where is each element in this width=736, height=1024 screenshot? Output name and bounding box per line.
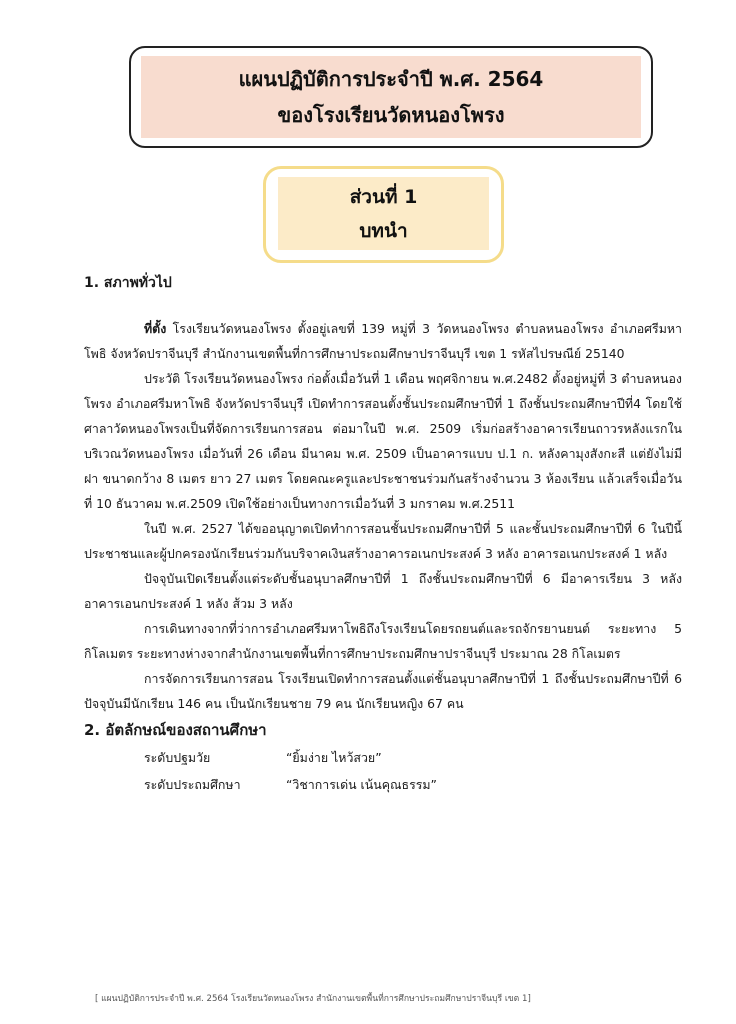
travel-text: การเดินทางจากที่ว่าการอำเภอศรีมหาโพธิถึงโรงเรียนโดยรถยนต์และรถจักรยานยนต์ ระยะทาง 5 กิโลเมตร ระยะทางห่างจากสำนักงานเขตพื้นที่การศึกษาประถมศึกษาปราจีนบุรี ประมาณ 28 กิโลเมตร xyxy=(84,621,682,661)
part-title: บทนำ xyxy=(359,219,408,242)
section-2-heading: 2. อัตลักษณ์ของสถานศึกษา xyxy=(84,721,267,739)
history-paragraph xyxy=(84,366,682,516)
current-text: ปัจจุบันเปิดเรียนตั้งแต่ระดับชั้นอนุบาลศึกษาปีที่ 1 ถึงชั้นประถมศึกษาปีที่ 6 มีอาคารเรียน 3 หลัง อาคารเอนกประสงค์ 1 หลัง ส้วม 3 หลัง xyxy=(84,571,682,611)
identity-value: “วิชาการเด่น เน้นคุณธรรม” xyxy=(286,777,437,792)
teaching-paragraph xyxy=(84,666,682,716)
identity-level-label: ระดับปฐมวัย xyxy=(144,750,211,765)
part-heading-fill xyxy=(278,177,489,250)
document-title-line-2: ของโรงเรียนวัดหนองโพรง xyxy=(277,103,505,127)
document-title-fill xyxy=(141,56,641,138)
document-body xyxy=(84,270,682,798)
identity-level-label: ระดับประถมศึกษา xyxy=(144,777,241,792)
document-title-line-1: แผนปฏิบัติการประจำปี พ.ศ. 2564 xyxy=(238,67,544,91)
part-number: ส่วนที่ 1 xyxy=(349,185,418,208)
current-paragraph xyxy=(84,566,682,616)
identity-row xyxy=(84,771,682,798)
section-1-heading: 1. สภาพทั่วไป xyxy=(84,275,172,291)
expansion-text: ในปี พ.ศ. 2527 ได้ขออนุญาตเปิดทำการสอนชั้นประถมศึกษาปีที่ 5 และชั้นประถมศึกษาปีที่ 6 ในปีนี้ประชาชนและผู้ปกครองนักเรียนร่วมกันบริจาคเงินสร้างอาคารอเนกประสงค์ 3 หลัง อาคารอเนกประสงค์ 1 หลัง xyxy=(84,521,682,561)
page-footer: [ แผนปฏิบัติการประจำปี พ.ศ. 2564 โรงเรียนวัดหนองโพรง สำนักงานเขตพื้นที่การศึกษาประถมศึกษาปราจีนบุรี เขต 1] xyxy=(95,994,531,1004)
location-paragraph xyxy=(84,316,682,366)
identity-row xyxy=(84,744,682,771)
travel-paragraph xyxy=(84,616,682,666)
expansion-paragraph xyxy=(84,516,682,566)
document-title-box xyxy=(129,46,653,148)
part-heading-box xyxy=(263,166,504,263)
location-text: โรงเรียนวัดหนองโพรง ตั้งอยู่เลขที่ 139 หมู่ที่ 3 วัดหนองโพรง ตำบลหนองโพรง อำเภอศรีมหาโพธิ จังหวัดปราจีนบุรี สำนักงานเขตพื้นที่การศึกษาประถมศึกษาปราจีนบุรี เขต 1 รหัสไปรษณีย์ 25140 xyxy=(84,321,682,361)
identity-value: “ยิ้มง่าย ไหว้สวย” xyxy=(286,750,382,765)
location-label: ที่ตั้ง xyxy=(144,321,167,336)
history-text: ประวัติ โรงเรียนวัดหนองโพรง ก่อตั้งเมื่อวันที่ 1 เดือน พฤศจิกายน พ.ศ.2482 ตั้งอยู่หมู่ที่ 3 ตำบลหนองโพรง อำเภอศรีมหาโพธิ จังหวัดปราจีนบุรี เปิดทำการสอนตั้งชั้นประถมศึกษาปีที่ 1 ถึงชั้นประถมศึกษาปีที่4 โดยใช้ศาลาวัดหนองโพรงเป็นที่จัดการเรียนการสอน ต่อมาในปี พ.ศ. 2509 เริ่มก่อสร้างอาคารเรียนถาวรหลังแรกในบริเวณวัดหนองโพรง เมื่อวันที่ 26 เดือน มีนาคม พ.ศ. 2509 เป็นอาคารแบบ ป.1 ก. หลังคามุงสังกะสี แต่ยังไม่มีฝา ขนาดกว้าง 8 เมตร ยาว 27 เมตร โดยคณะครูและประชาชนร่วมกันสร้างจำนวน 3 ห้องเรียน แล้วเสร็จเมื่อวันที่ 10 ธันวาคม พ.ศ.2509 เปิดใช้อย่างเป็นทางการเมื่อวันที่ 3 มกราคม พ.ศ.2511 xyxy=(84,371,682,511)
teaching-text: การจัดการเรียนการสอน โรงเรียนเปิดทำการสอนตั้งแต่ชั้นอนุบาลศึกษาปีที่ 1 ถึงชั้นประถมศึกษาปีที่ 6 ปัจจุบันมีนักเรียน 146 คน เป็นนักเรียนชาย 79 คน นักเรียนหญิง 67 คน xyxy=(84,671,682,711)
